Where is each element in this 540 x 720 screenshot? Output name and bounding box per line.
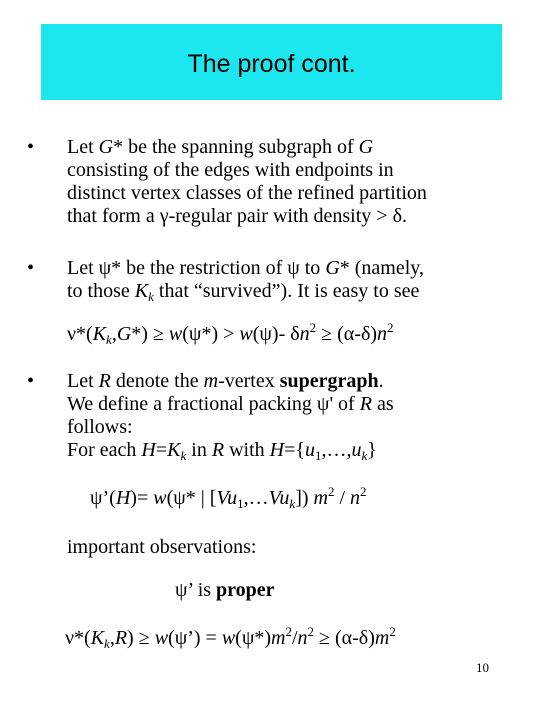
equation-nu-g-star: $\nu*(K_k,G*) \ge w(\psi*) > w(\psi)-$ $\delta n^2 \ge (\alpha-\delta)n^2$: [67, 320, 394, 347]
observations-heading: important observations:: [67, 536, 257, 558]
equation-psi-prime: ψ’(H)= w(ψ* | $[Vu_1,\dots Vu_k]$) $m^2 / n^2$: [90, 484, 367, 511]
bullet-3-line-1: Let R denote the m-vertex supergraph.: [67, 370, 384, 392]
bullet-1: [27, 136, 507, 228]
bullet-3: [27, 370, 507, 462]
bullet-3-line-3: follows:: [67, 416, 133, 438]
page-number: 10: [476, 660, 489, 675]
bullet-1-line-1: Let G* be the spanning subgraph of G: [67, 136, 374, 158]
equation-nu-r: $\nu*(K_k,R)$ ≥ w(ψ’) = $w(\psi*)m^2/n^2 \ge (\alpha-\delta)m^2$: [65, 624, 396, 651]
slide-title: The proof cont.: [187, 49, 356, 78]
bullet-marker: •: [27, 370, 35, 392]
bullet-2-line-1: Let ψ* be the restriction of ψ to G* (namely,: [67, 257, 424, 279]
title-banner: [41, 24, 502, 100]
bullet-3-line-2: We define a fractional packing ψ' of R as: [67, 393, 394, 415]
bullet-1-line-3: distinct vertex classes of the refined partition: [67, 182, 427, 204]
bullet-2-line-2: to those $K_k$ that “survived”). It is easy to see: [67, 280, 420, 304]
bullet-marker: •: [27, 257, 35, 279]
bullet-2: [27, 257, 507, 303]
observation-proper: ψ’ is proper: [175, 579, 275, 601]
bullet-1-line-4: that form a γ-regular pair with density > δ.: [67, 205, 407, 227]
bullet-marker: •: [27, 136, 35, 158]
bullet-1-line-2: consisting of the edges with endpoints in: [67, 159, 394, 181]
bullet-3-line-4: For each $H=K_k$ in R with $H=\{u_1,\dots,u_k\}$: [67, 439, 377, 463]
